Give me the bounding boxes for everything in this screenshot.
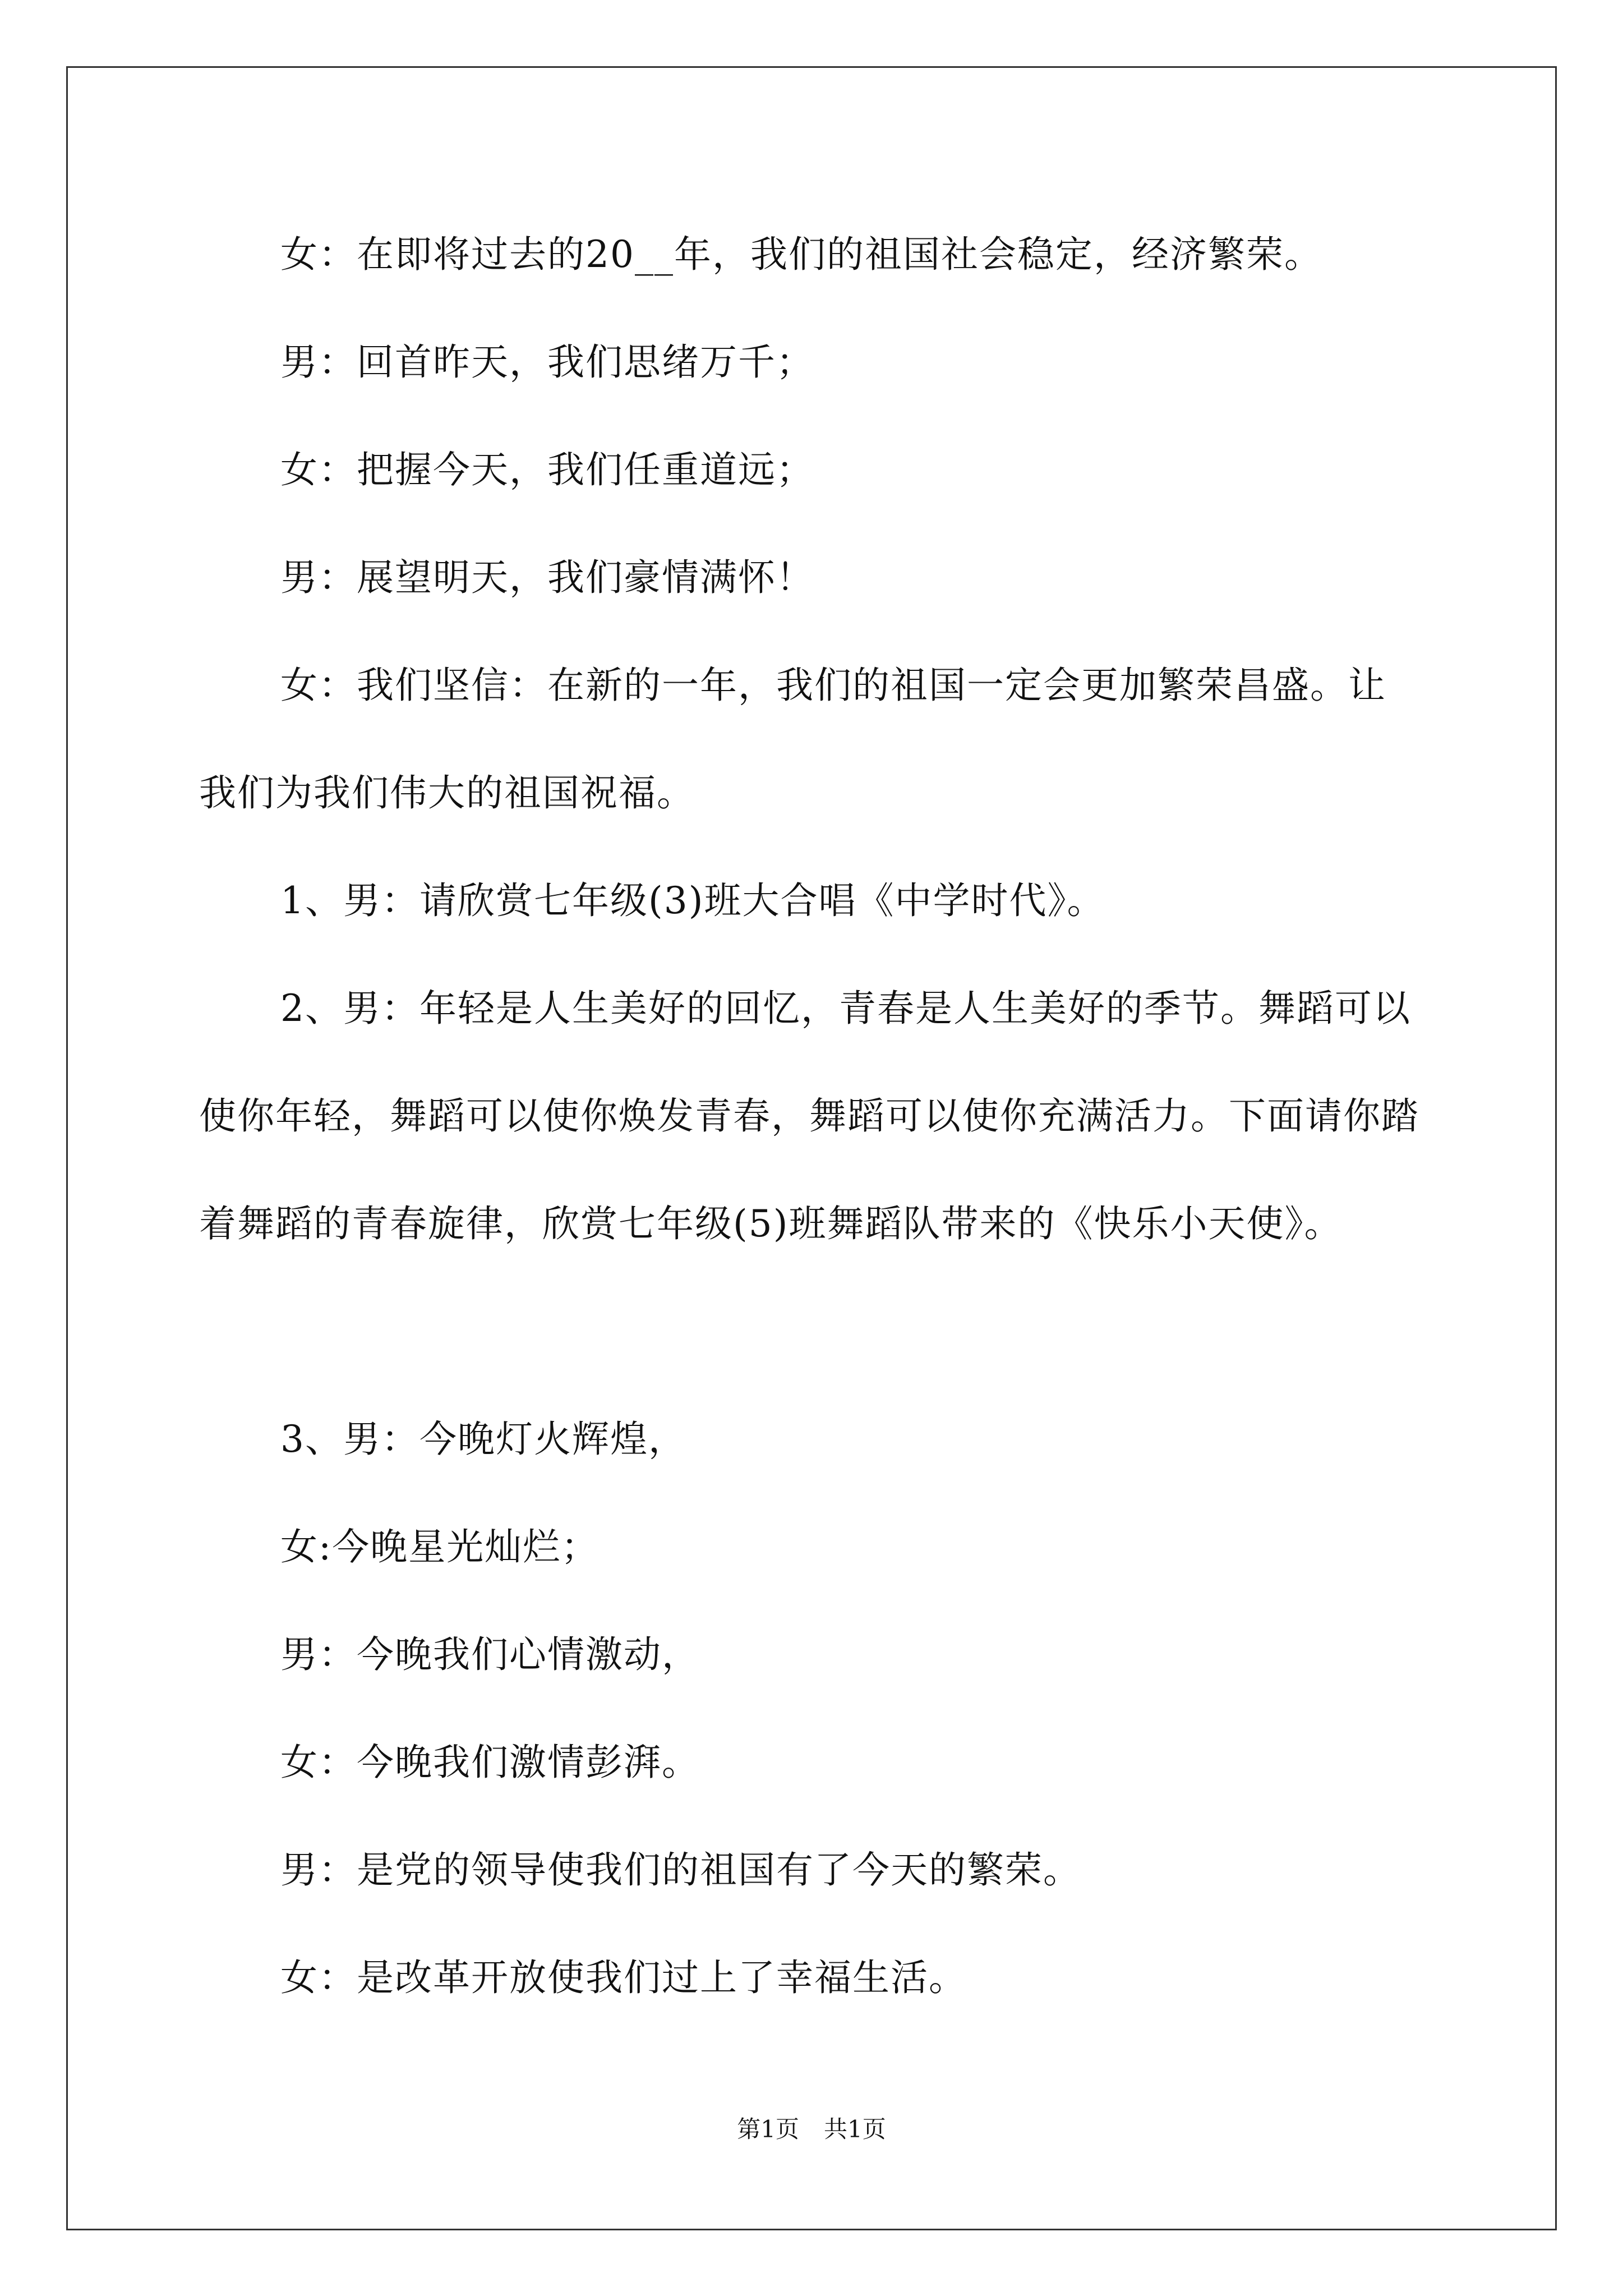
paragraph-7: 2、男：年轻是人生美好的回忆，青春是人生美好的季节。舞蹈可以使你年轻，舞蹈可以使你焕发青春，舞蹈可以使你充满活力。下面请你踏着舞蹈的青春旋律，欣赏七年级(5)班舞蹈队带来的《快乐小天使》。 bbox=[199, 987, 1419, 1245]
paragraph-10: 男：今晚我们心情激动， bbox=[280, 1633, 700, 1676]
page-total: 共1页 bbox=[824, 2115, 886, 2143]
paragraph-6: 1、男：请欣赏七年级(3)班大合唱《中学时代》。 bbox=[280, 879, 1105, 922]
paragraph-11: 女：今晚我们激情彭湃。 bbox=[280, 1741, 700, 1784]
paragraph-2: 男：回首昨天，我们思绪万千； bbox=[280, 341, 814, 384]
paragraph-3: 女：把握今天，我们任重道远； bbox=[280, 448, 814, 491]
paragraph-8: 3、男：今晚灯火辉煌， bbox=[280, 1418, 686, 1461]
paragraph-4: 男：展望明天，我们豪情满怀！ bbox=[280, 556, 814, 599]
paragraph-12: 男：是党的领导使我们的祖国有了今天的繁荣。 bbox=[280, 1848, 1081, 1892]
paragraph-1: 女：在即将过去的20__年，我们的祖国社会稳定，经济繁荣。 bbox=[280, 233, 1322, 276]
paragraph-13: 女：是改革开放使我们过上了幸福生活。 bbox=[280, 1956, 967, 1999]
page-footer bbox=[0, 2111, 1623, 2145]
page-number: 第1页 bbox=[737, 2115, 799, 2143]
paragraph-9: 女:今晚星光灿烂； bbox=[280, 1525, 600, 1568]
paragraph-5: 女：我们坚信：在新的一年，我们的祖国一定会更加繁荣昌盛。让我们为我们伟大的祖国祝福。 bbox=[199, 664, 1386, 815]
